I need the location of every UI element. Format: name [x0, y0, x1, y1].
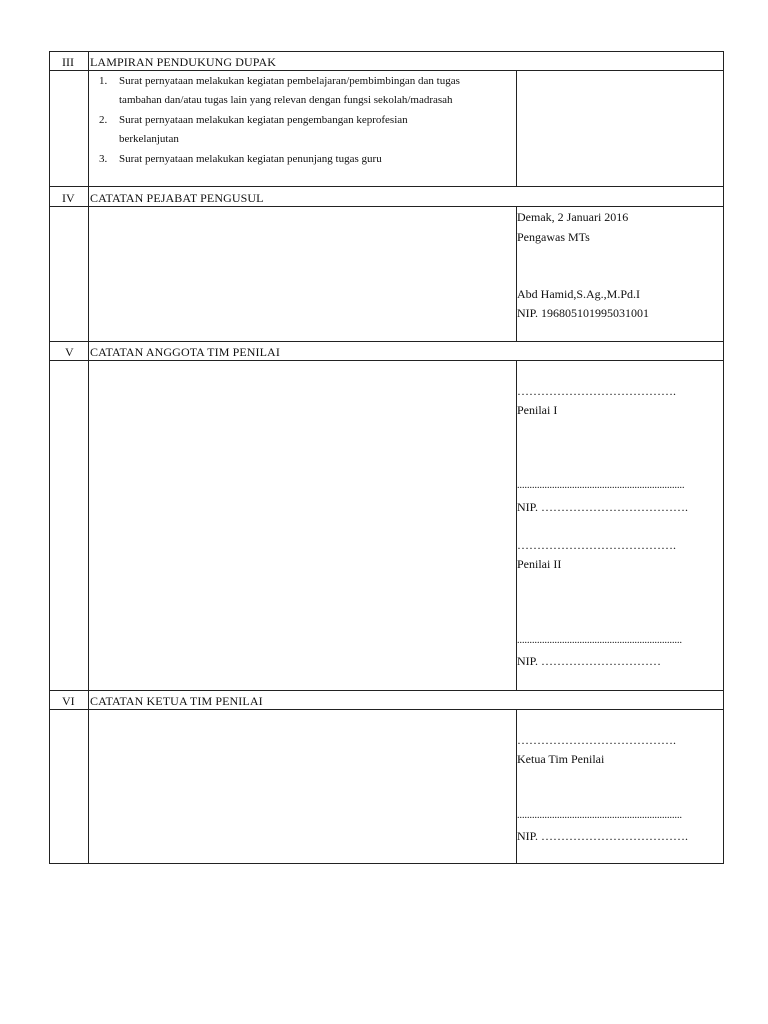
row-divider	[49, 206, 724, 207]
dotted-line: ………………………………….	[517, 733, 676, 747]
list-item-text: Surat pernyataan melakukan kegiatan penunjang tugas guru	[119, 153, 382, 165]
assessor-label: Penilai I	[517, 403, 558, 417]
signer-nip: NIP. 196805101995031001	[517, 306, 650, 320]
assessor-label: Penilai II	[517, 557, 562, 571]
row-divider	[49, 70, 724, 71]
section-number: V	[65, 345, 74, 359]
signature-column-divider	[516, 70, 517, 186]
list-item-text: Surat pernyataan melakukan kegiatan pembelajaran/pembimbingan dan tugas	[119, 75, 460, 87]
section-title: CATATAN KETUA TIM PENILAI	[90, 694, 263, 708]
signature-line: ...................................................................	[517, 480, 685, 491]
row-divider	[49, 709, 724, 710]
list-item-number: 2.	[99, 114, 108, 126]
assessor-nip: NIP. ……………………………….	[517, 500, 689, 514]
place-date: Demak, 2 Januari 2016	[517, 210, 629, 224]
chair-nip: NIP. ……………………………….	[517, 829, 689, 843]
row-divider	[49, 690, 724, 691]
assessor-nip: NIP. …………………………	[517, 654, 662, 668]
table-border-bottom	[49, 863, 724, 864]
list-item-text: tambahan dan/atau tugas lain yang relevan dengan fungsi sekolah/madrasah	[119, 94, 453, 106]
dotted-line: ………………………………….	[517, 538, 676, 552]
table-border-left	[49, 51, 50, 864]
section-number: IV	[62, 191, 75, 205]
section-title: LAMPIRAN PENDUKUNG DUPAK	[90, 55, 276, 69]
list-item-text: berkelanjutan	[119, 133, 179, 145]
signer-position: Pengawas MTs	[517, 230, 590, 244]
table-border-top	[49, 51, 724, 52]
row-divider	[49, 186, 724, 187]
section-title: CATATAN PEJABAT PENGUSUL	[90, 191, 264, 205]
list-item-text: Surat pernyataan melakukan kegiatan pengembangan keprofesian	[119, 114, 408, 126]
list-item-number: 3.	[99, 153, 108, 165]
list-item-number: 1.	[99, 75, 108, 87]
section-number: III	[62, 55, 74, 69]
row-divider	[49, 360, 724, 361]
section-number: VI	[62, 694, 75, 708]
section-title: CATATAN ANGGOTA TIM PENILAI	[90, 345, 280, 359]
table-border-right	[723, 51, 724, 864]
signature-line: ..................................................................	[517, 810, 682, 821]
dotted-line: ………………………………….	[517, 384, 676, 398]
signature-line: ..................................................................	[517, 635, 682, 646]
row-divider	[49, 341, 724, 342]
number-column-divider	[88, 51, 89, 864]
signature-column-divider	[516, 206, 517, 341]
signer-name: Abd Hamid,S.Ag.,M.Pd.I	[517, 287, 641, 301]
chair-label: Ketua Tim Penilai	[517, 752, 605, 766]
